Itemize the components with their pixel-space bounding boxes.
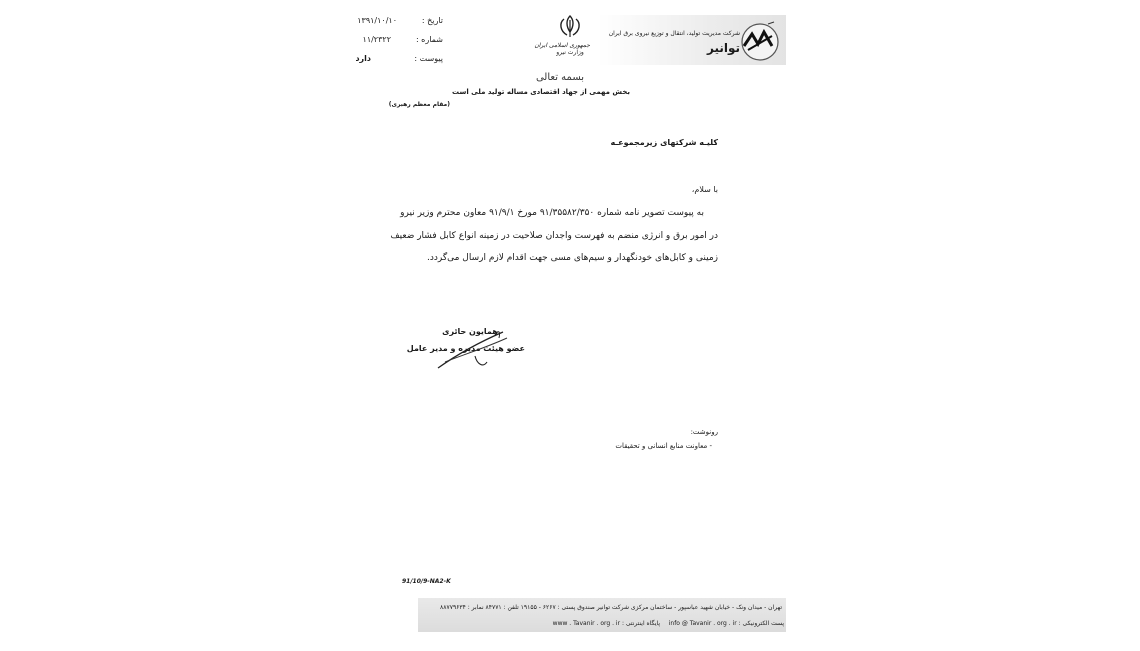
company-short-name: توانیر [706,41,740,55]
body-line: به پیوست تصویر نامه شماره ۹۱/۳۵۵۸۲/۳۵۰ مورخ ۹۱/۹/۱ معاون محترم وزیر نیرو [400,208,704,218]
date-label: تاریخ : [421,16,443,25]
footer-address: تهران - میدان ونک - خیابان شهید عباسپور - ساختمان مرکزی شرکت توانیر صندوق پستی : ۶۲۶۷ - ۱۹۱۵۵ تلفن : ۸۴۷۷۱ نمابر : ۸۸۷۷۹۶۳۴ [440,604,782,611]
footer-email: پست الکترونیکی : info @ Tavanir . org . ir [668,620,784,627]
body-line: در امور برق و انرژی منضم به فهرست واجدان صلاحیت در زمینه انواع کابل فشار ضعیف [390,230,718,241]
iran-emblem-icon [555,14,585,40]
company-full-name: شرکت مدیریت تولید، انتقال و توزیع نیروی برق ایران [608,30,740,37]
number-label: شماره : [415,35,443,44]
signatory-title: عضو هیئت مدیره و مدیر عامل [406,344,525,353]
slogan-attribution: (مقام معظم رهبری) [388,101,450,108]
recipient: کلیـه شرکتهای زیرمجموعـه [610,138,718,147]
cc-item-text: معاونت منابع انسانی و تحقیقات [615,442,708,450]
emblem [534,14,590,56]
attachment-value: دارد [355,54,371,63]
signatory-name: همایون حائری [442,327,498,336]
body-line: زمینی و کابل‌های خودنگهدار و سیم‌های مسی جهت اقدام لازم ارسال می‌گردد. [426,253,718,263]
footer-website: پایگاه اینترنتی : www . Tavanir . org . ir [552,620,660,627]
bismillah: بسمه تعالی [535,72,585,83]
letter-body [390,202,718,270]
date-value: ۱۳۹۱/۱۰/۱۰ [357,16,397,25]
letter-page [340,0,790,651]
number-value: ۱۱/۲۳۲۲ [362,35,391,44]
slogan: بخش مهمی از جهاد اقتصادی مساله تولید ملی است [452,88,630,96]
cc-item: - معاونت منابع انسانی و تحقیقات [615,442,712,450]
attachment-label: پیوست : [414,54,443,63]
ministry-name: وزارت نیرو [556,49,584,56]
greeting: با سلام، [691,185,718,194]
header-meta [353,16,443,73]
tavanir-logo-icon [738,20,782,66]
emblem-caption: جمهوری اسلامی ایران [534,42,590,49]
cc-label: رونوشت: [690,428,718,436]
reference-code: 91/10/9-NA2-K [402,578,451,585]
handwritten-signature-icon [435,326,510,372]
